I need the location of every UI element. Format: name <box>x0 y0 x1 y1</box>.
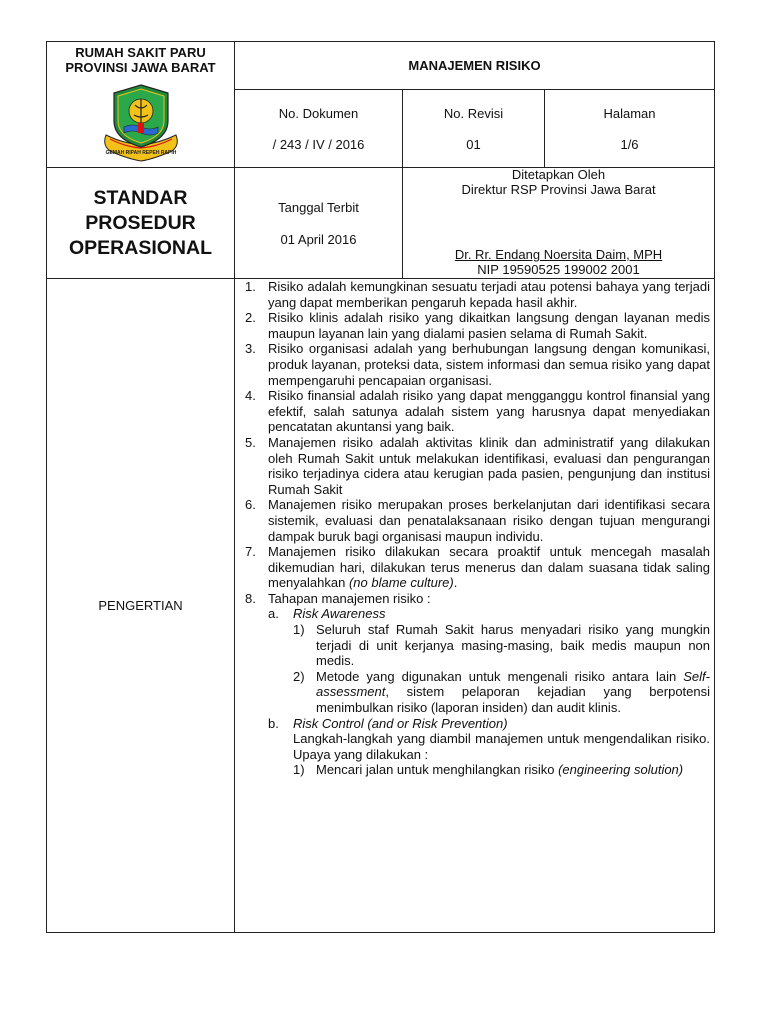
list-item: 1. Risiko adalah kemungkinan sesuatu terjadi atau potensi bahaya yang terjadi yang dapat memberikan pengaruh kepada hasil akhir. <box>245 279 711 310</box>
sop-title: STANDAR PROSEDUR OPERASIONAL <box>47 168 235 279</box>
list-item: 2) Metode yang digunakan untuk mengenali risiko antara lain Self-assessment, sistem pelaporan kejadian yang berpotensi menimbulkan risiko (laporan insiden) dan audit klinis. <box>293 668 711 716</box>
organization-cell <box>47 42 235 168</box>
page-value: 1/6 <box>620 136 639 152</box>
sub-list-b: b. Risk Control (and or Risk Prevention) Langkah-langkah yang diambil manajemen untuk mengendalikan risiko. Upaya yang dilakukan : 1) Mencari jalan untuk menghilangkan risiko (engineering solution) <box>268 715 711 778</box>
page-cell <box>545 90 715 168</box>
sub-list-a: a. Risk Awareness 1) Seluruh staf Rumah Sakit harus menyadari risiko yang mungkin terjadi di unit kerjanya masing-masing, baik medis maupun non medis. 2) Metode yang digunakan untuk mengenali risiko antara lain Self-assessment, sistem pelaporan kejadian yang berpotensi menimbulkan risiko (laporan insiden) dan audit klinis. <box>268 606 711 716</box>
svg-text:GEMAH RIPAH REPEH RAPIH: GEMAH RIPAH REPEH RAPIH <box>105 150 176 156</box>
revision-value: 01 <box>466 136 481 152</box>
sub-intro: Langkah-langkah yang diambil manajemen untuk mengendalikan risiko. Upaya yang dilakukan : <box>293 731 711 762</box>
sub-heading: Risk Control (and or Risk Prevention) <box>293 715 508 731</box>
doc-number-label: No. Dokumen <box>278 105 359 121</box>
issue-date-cell <box>235 168 403 279</box>
list-item: 2. Risiko klinis adalah risiko yang dikaitkan langsung dengan layanan medis maupun layanan lain yang dialami pasien selama di Rumah Sakit. <box>245 310 711 341</box>
approved-by-label: Ditetapkan Oleh <box>511 167 606 182</box>
list-item: 8. Tahapan manajemen risiko : <box>245 590 431 606</box>
list-item: 4. Risiko finansial adalah risiko yang dapat mengganggu kontrol finansial yang efektif, salah satunya adalah sistem yang harusnya dapat menyediakan pencatatan akuntansi yang baik. <box>245 388 711 435</box>
list-item: 6. Manajemen risiko merupakan proses berkelanjutan dari identifikasi secara sistemik, evaluasi dan penatalaksanaan risiko dengan tujuan mengurangi dampak buruk bagi organisasi maupun individu. <box>245 497 711 544</box>
page-label: Halaman <box>603 105 656 121</box>
signer-nip: NIP 19590525 199002 2001 <box>477 261 640 277</box>
list-item: 7. Manajemen risiko dilakukan secara proaktif untuk mencegah masalah dikemudian hari, dilakukan terus menerus dan dalam suasana tidak saling menyalahkan (no blame culture). <box>245 544 711 591</box>
issue-date-value: 01 April 2016 <box>280 231 357 247</box>
approver-title: Direktur RSP Provinsi Jawa Barat <box>461 181 656 197</box>
doc-number-value: / 243 / IV / 2016 <box>272 136 365 152</box>
revision-cell <box>403 90 545 168</box>
issue-date-label: Tanggal Terbit <box>278 199 359 215</box>
section-content <box>235 279 715 933</box>
signer-name: Dr. Rr. Endang Noersita Daim, MPH <box>454 247 663 262</box>
org-name-line2: PROVINSI JAWA BARAT <box>65 60 216 75</box>
list-item: 1) Seluruh staf Rumah Sakit harus menyadari risiko yang mungkin terjadi di unit kerjanya masing-masing, baik medis maupun non medis. <box>293 622 711 669</box>
list-item: 3. Risiko organisasi adalah yang berhubungan langsung dengan komunikasi, produk layanan, proteksi data, sistem informasi dan semua risiko yang dapat mempengaruhi pencapaian organisasi. <box>245 341 711 388</box>
section-label: PENGERTIAN <box>47 279 235 933</box>
logo <box>47 81 234 163</box>
document-title: MANAJEMEN RISIKO <box>235 42 715 90</box>
west-java-emblem-icon <box>98 81 184 163</box>
list-item: 5. Manajemen risiko adalah aktivitas klinik dan administratif yang dilakukan oleh Rumah Sakit untuk melakukan identifikasi, evaluasi dan pengurangan risiko terjadinya cidera atau kerugian pada pasien, pengunjung dan institusi Rumah Sakit <box>245 434 711 497</box>
approval-cell <box>403 168 715 279</box>
doc-number-cell <box>235 90 403 168</box>
revision-label: No. Revisi <box>443 105 504 121</box>
sub-heading: Risk Awareness <box>293 606 386 622</box>
list-item: 1) Mencari jalan untuk menghilangkan risiko (engineering solution) <box>293 762 684 778</box>
org-name-line1: RUMAH SAKIT PARU <box>75 45 206 60</box>
sop-document-table <box>46 41 715 933</box>
